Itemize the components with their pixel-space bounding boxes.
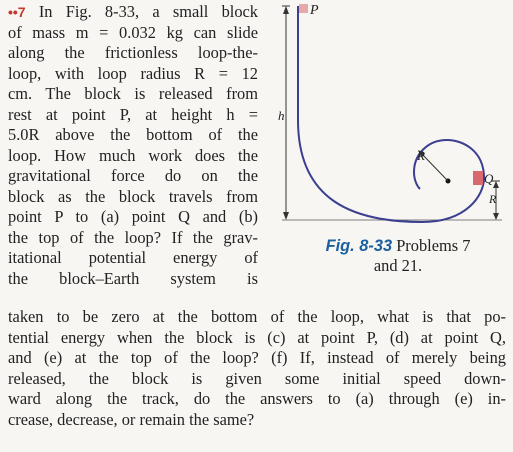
text-line: cm. The block is released from <box>8 84 258 103</box>
caption-text-1: Problems 7 <box>392 236 471 255</box>
text-line: ••7 In Fig. 8-33, a small block <box>8 2 258 21</box>
label-r-radius: R <box>417 148 425 163</box>
text-line: crease, decrease, or remain the same? <box>8 409 255 429</box>
figure-caption <box>288 236 508 276</box>
text-line: block as the block travels from <box>8 186 258 206</box>
text-line: tential energy when the block is (c) at point P, (d) at point Q, <box>8 327 506 347</box>
text-line: and (e) at the top of the loop? (f) If, instead of merely being <box>8 348 506 367</box>
text-line: released, the block is given some initial speed down- <box>8 368 506 388</box>
text-line: ward along the track, do the answers to (a) through (e) in- <box>8 389 506 408</box>
height-arrow-head-down <box>283 212 289 220</box>
text-line: gravitational force do on the <box>8 166 258 185</box>
problem-text-left <box>8 2 258 289</box>
label-r-height: R <box>489 192 497 206</box>
text-line: loop, with loop radius R = 12 <box>8 63 258 83</box>
text-line: loop. How much work does the <box>8 145 258 165</box>
text-line: taken to be zero at the bottom of the loop, what is that po- <box>8 307 506 326</box>
label-q: Q <box>484 171 494 186</box>
text-line: of mass m = 0.032 kg can slide <box>8 22 258 42</box>
text-line: the top of the loop? If the grav- <box>8 227 258 247</box>
height-arrow-head-up <box>283 6 289 14</box>
figure-label: Fig. 8-33 <box>325 237 393 255</box>
label-p: P <box>310 3 319 18</box>
loop-track <box>298 6 484 222</box>
block-at-q <box>473 171 483 185</box>
text-line: rest at point P, at height h = <box>8 104 258 124</box>
text-line: itational potential energy of <box>8 248 258 267</box>
text-line: the block–Earth system is <box>8 268 258 288</box>
q-height-arrow-head-down <box>493 213 499 220</box>
text-line: point P to (a) point Q and (b) <box>8 207 258 226</box>
text-line: 5.0R above the bottom of the <box>8 125 258 144</box>
problem-text-bottom <box>8 307 506 430</box>
block-at-p <box>299 4 308 13</box>
caption-text-2: and 21. <box>373 256 423 275</box>
q-height-arrow-head-up <box>493 181 499 188</box>
problem-number: ••7 <box>8 4 26 20</box>
text-line: along the frictionless loop-the- <box>8 43 258 62</box>
label-h: h <box>278 108 285 123</box>
